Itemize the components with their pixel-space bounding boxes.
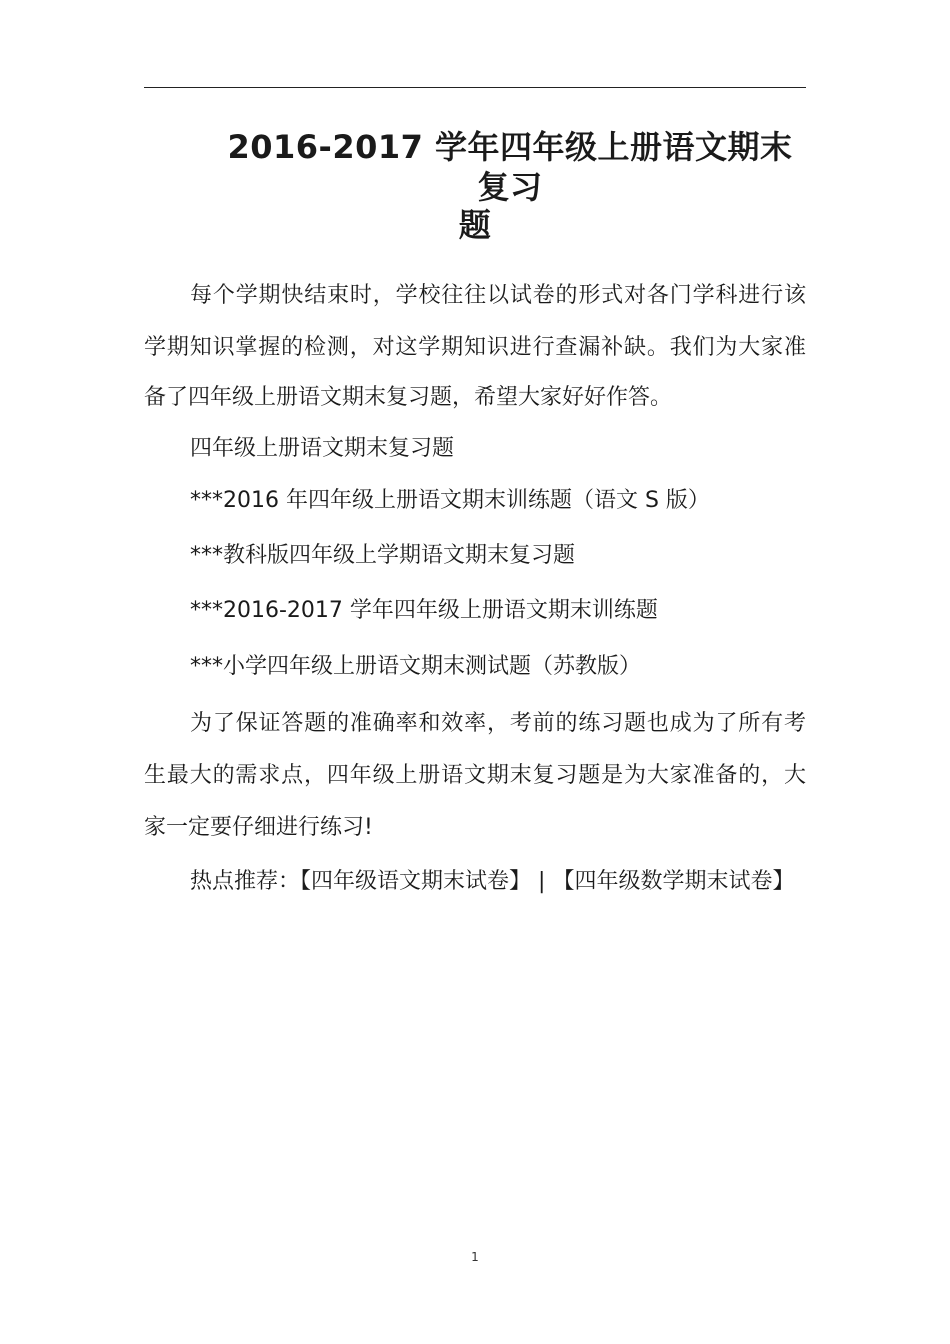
hot-separator: | bbox=[531, 869, 553, 894]
intro-line-1: 每个学期快结束时，学校往往以试卷的形式对各门学科进行该 bbox=[190, 283, 806, 308]
hot-link-chinese-exam[interactable]: 【四年级语文期末试卷】 bbox=[300, 869, 532, 894]
link-item-2[interactable]: ***教科版四年级上学期语文期末复习题 bbox=[190, 543, 576, 568]
link-item-4[interactable]: ***小学四年级上册语文期末测试题（苏教版） bbox=[190, 654, 642, 679]
closing-line-1: 为了保证答题的准确率和效率，考前的练习题也成为了所有考 bbox=[190, 711, 806, 736]
page-number: 1 bbox=[471, 1250, 479, 1264]
link-item-1[interactable]: ***2016 年四年级上册语文期末训练题（语文 S 版） bbox=[190, 488, 710, 513]
hot-label: 热点推荐： bbox=[190, 869, 301, 894]
closing-line-2: 生最大的需求点，四年级上册语文期末复习题是为大家准备的，大 bbox=[144, 763, 806, 788]
hot-recommendations bbox=[144, 871, 806, 893]
header-rule bbox=[144, 87, 806, 88]
intro-line-3: 备了四年级上册语文期末复习题，希望大家好好作答。 bbox=[144, 385, 673, 410]
closing-line-3: 家一定要仔细进行练习! bbox=[144, 815, 373, 840]
document-title-line-1: 2016-2017 学年四年级上册语文期末复习 bbox=[227, 128, 793, 206]
intro-line-2: 学期知识掌握的检测，对这学期知识进行查漏补缺。我们为大家准 bbox=[144, 335, 806, 360]
document-title-line-2: 题 bbox=[458, 206, 492, 244]
link-item-3[interactable]: ***2016-2017 学年四年级上册语文期末训练题 bbox=[190, 598, 658, 623]
hot-link-math-exam[interactable]: 【四年级数学期末试卷】 bbox=[552, 869, 795, 894]
section-heading: 四年级上册语文期末复习题 bbox=[190, 436, 455, 461]
